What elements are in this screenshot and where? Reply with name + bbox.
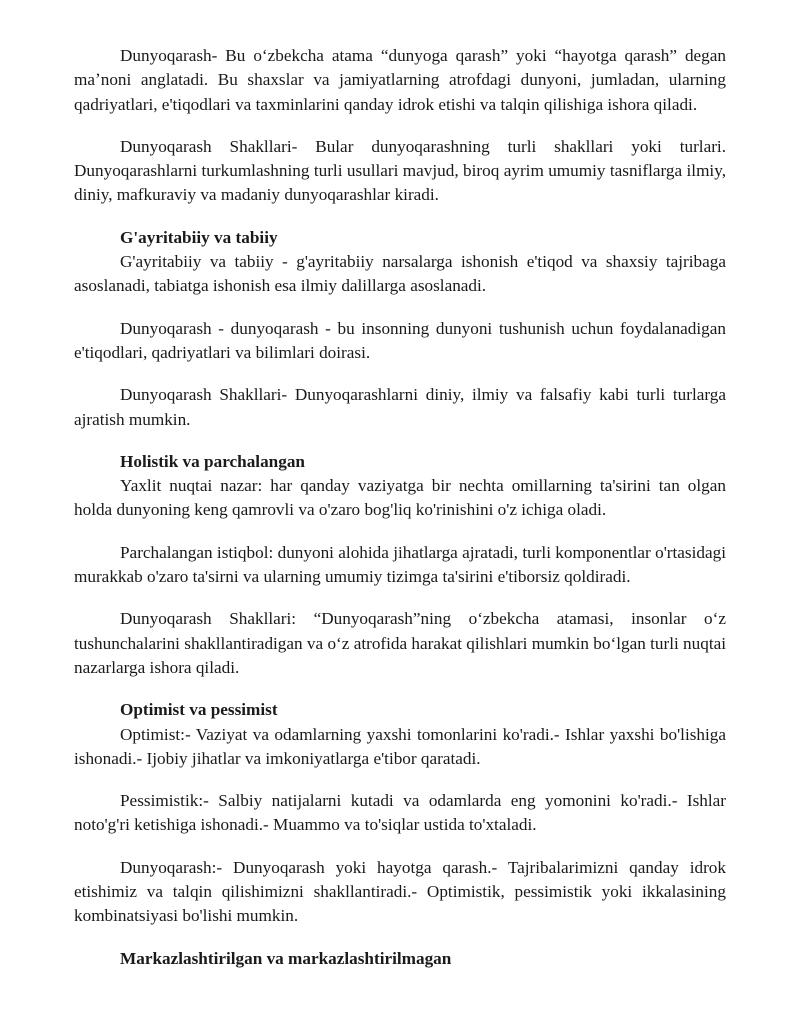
document-page [74, 44, 726, 971]
paragraph-dunyoqarash-definition: Dunyoqarash- Bu oʻzbekcha atama “dunyoga qarash” yoki “hayotga qarash” degan maʼnoni anglatadi. Bu shaxslar va jamiyatlarning atrofdagi dunyoni, jumladan, ularning qadriyatlari, e'tiqodlari va taxminlarini qanday idrok etishi va talqin qilishiga ishora qiladi. [74, 46, 726, 114]
paragraph-yaxlit-nuqtai-nazar: Yaxlit nuqtai nazar: har qanday vaziyatga bir nechta omillarning ta'sirini tan olgan holda dunyoning keng qamrovli va o'zaro bog'liq ko'rinishini o'z ichiga oladi. [74, 476, 726, 520]
paragraph-dunyoqarash-turlari: Dunyoqarash Shakllari- Dunyoqarashlarni diniy, ilmiy va falsafiy kabi turli turlarga ajratish mumkin. [74, 385, 726, 429]
paragraph-dunyoqarash-shakllari: Dunyoqarash Shakllari- Bular dunyoqarashning turli shakllari yoki turlari. Dunyoqarashlarni turkumlashning turli usullari mavjud, biroq ayrim umumiy tasniflarga ilmiy, diniy, mafkuraviy va madaniy dunyoqarashlar kiradi. [74, 136, 726, 205]
section-heading-gayritabiiy: G'ayritabiiy va tabiiy [120, 227, 278, 247]
paragraph-gayritabiiy: G'ayritabiiy va tabiiy - g'ayritabiiy narsalarga ishonish e'tiqod va shaxsiy tajribaga asoslanadi, tabiatga ishonish esa ilmiy dalillarga asoslanadi. [74, 252, 726, 296]
section-heading-holistik: Holistik va parchalangan [120, 451, 305, 471]
paragraph-optimist: Optimist:- Vaziyat va odamlarning yaxshi tomonlarini ko'radi.- Ishlar yaxshi bo'lishiga ishonadi.- Ijobiy jihatlar va imkoniyatlarga e'tibor qaratadi. [74, 724, 726, 768]
section-heading-markazlashtirilgan: Markazlashtirilgan va markazlashtirilmagan [120, 948, 452, 968]
paragraph-pessimistik: Pessimistik:- Salbiy natijalarni kutadi va odamlarda eng yomonini ko'radi.- Ishlar noto'g'ri ketishiga ishonadi.- Muammo va to'siqlar ustida to'xtaladi. [74, 791, 726, 835]
paragraph-dunyoqarash-hayotga-qarash: Dunyoqarash:- Dunyoqarash yoki hayotga qarash.- Tajribalarimizni qanday idrok etishimiz va talqin qilishimizni shakllantiradi.- Optimistik, pessimistik yoki ikkalasining kombinatsiyasi bo'lishi mumkin. [74, 857, 726, 926]
paragraph-dunyoqarash-atamasi: Dunyoqarash Shakllari: “Dunyoqarash”ning oʻzbekcha atamasi, insonlar oʻz tushunchalarini shakllantiradigan va oʻz atrofida harakat qilishlari mumkin boʻlgan turli nuqtai nazarlarga ishora qiladi. [74, 609, 726, 677]
section-heading-optimist: Optimist va pessimist [120, 700, 278, 720]
paragraph-dunyoqarash-doirasi: Dunyoqarash - dunyoqarash - bu insonning dunyoni tushunish uchun foydalanadigan e'tiqodlari, qadriyatlari va bilimlari doirasi. [74, 318, 726, 362]
paragraph-parchalangan-istiqbol: Parchalangan istiqbol: dunyoni alohida jihatlarga ajratadi, turli komponentlar o'rtasidagi murakkab o'zaro ta'sirni va ularning umumiy tizimga ta'sirini e'tiborsiz qoldiradi. [74, 542, 726, 587]
